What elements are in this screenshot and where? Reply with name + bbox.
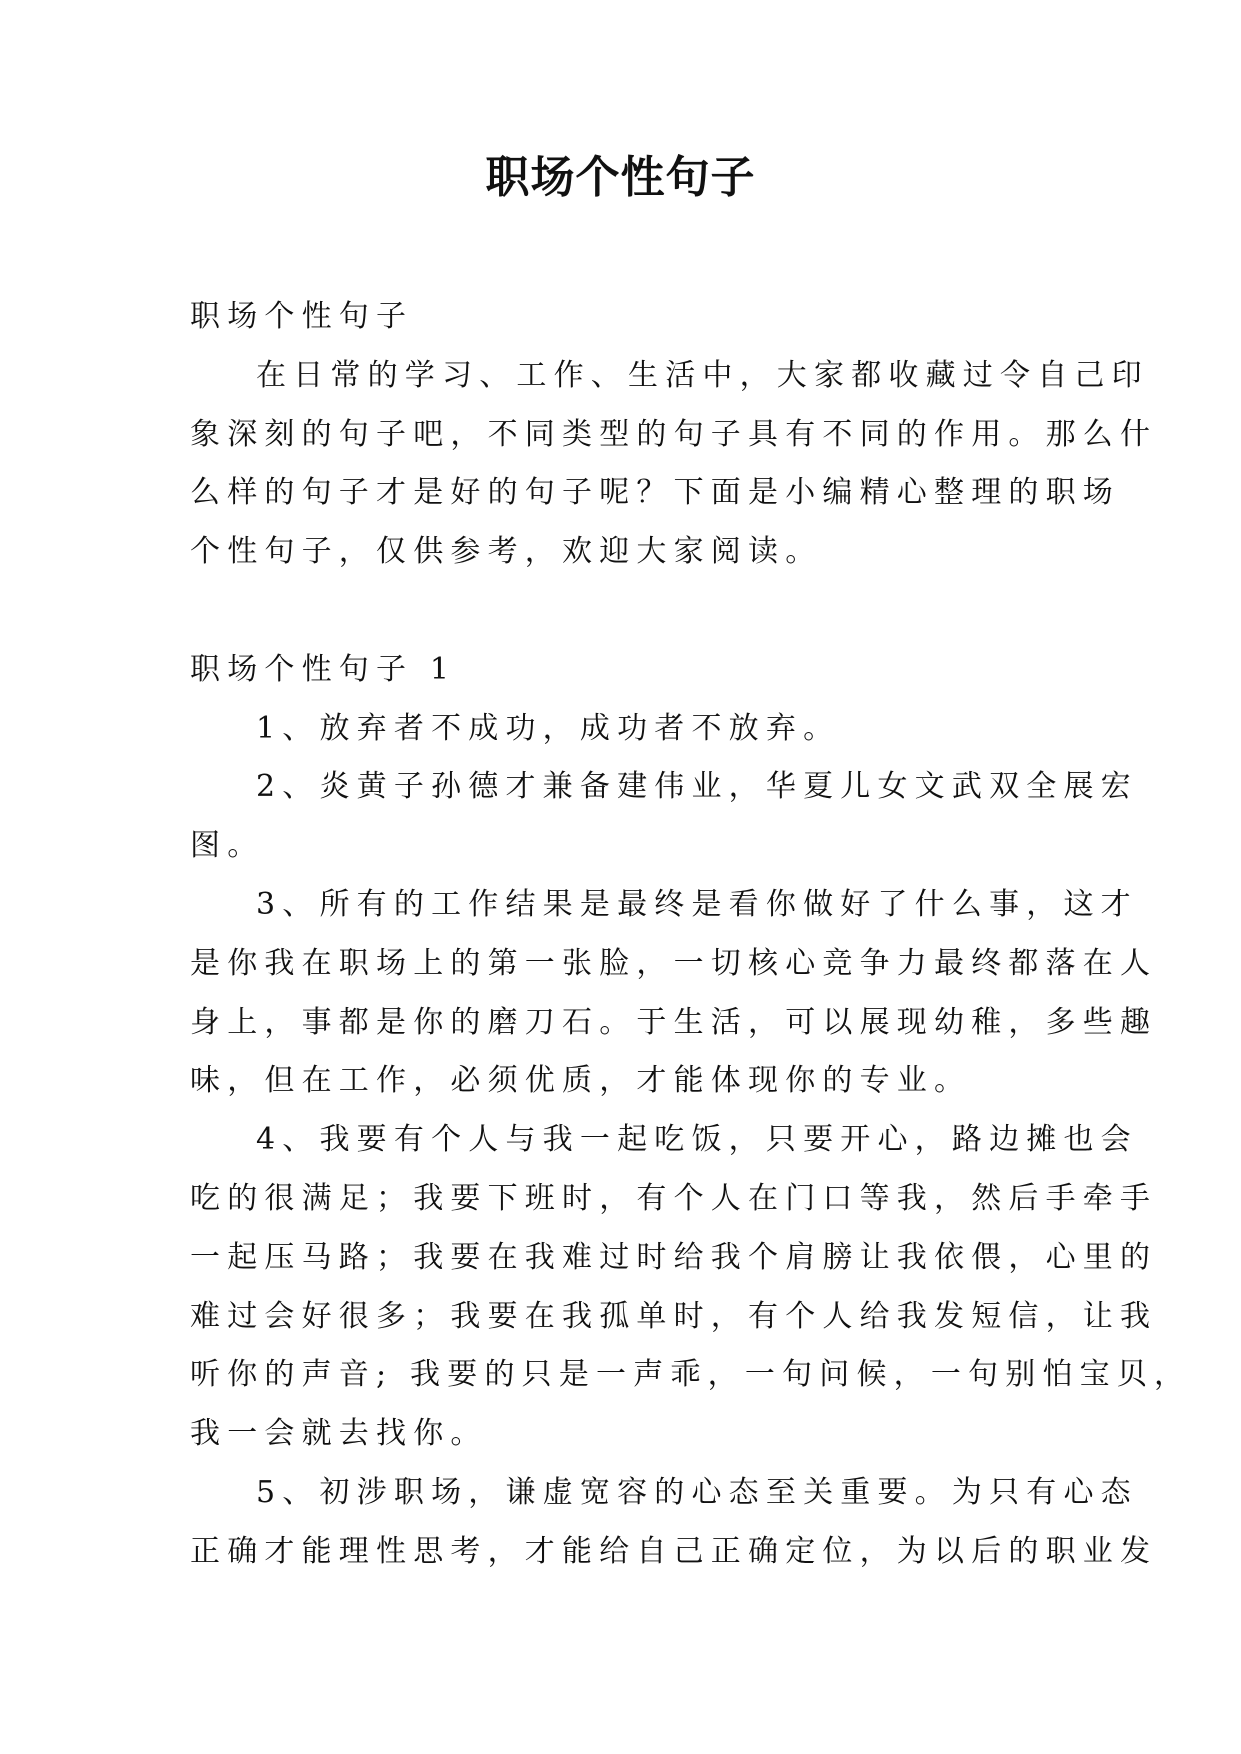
intro-line: 象深刻的句子吧，不同类型的句子具有不同的作用。那么什 (190, 416, 1158, 452)
list-item-line: 难过会好很多；我要在我孤单时，有个人给我发短信，让我 (190, 1298, 1158, 1334)
list-item-line: 图。 (190, 828, 265, 864)
list-item-line: 听你的声音; 我要的只是一声乖，一句问候，一句别怕宝贝， (190, 1357, 1192, 1393)
list-item-4 (190, 1111, 1192, 1464)
list-item-line: 身上，事都是你的磨刀石。于生活，可以展现幼稚，多些趣 (190, 1004, 1158, 1040)
list-item-5 (190, 1464, 1158, 1582)
list-item-line: 是你我在职场上的第一张脸，一切核心竞争力最终都落在人 (190, 945, 1158, 981)
list-item-line: 2、炎黄子孙德才兼备建伟业，华夏儿女文武双全展宏 (256, 769, 1138, 805)
section-heading: 职场个性句子 1 (190, 651, 457, 687)
list-item-line: 5、初涉职场，谦虚宽容的心态至关重要。为只有心态 (256, 1474, 1138, 1510)
list-item-line: 一起压马路；我要在我难过时给我个肩膀让我依偎，心里的 (190, 1239, 1158, 1275)
list-item-2 (190, 758, 1138, 876)
intro-line: 在日常的学习、工作、生活中，大家都收藏过令自己印 (256, 357, 1149, 393)
intro-paragraph (190, 347, 1158, 582)
list-item-line: 我一会就去找你。 (190, 1416, 488, 1452)
list-item-line: 1、放弃者不成功，成功者不放弃。 (256, 710, 841, 746)
list-item-line: 吃的很满足；我要下班时，有个人在门口等我，然后手牵手 (190, 1180, 1158, 1216)
document-body (190, 288, 1192, 1582)
document-title: 职场个性句子 (485, 152, 756, 203)
list-item-line: 味，但在工作，必须优质，才能体现你的专业。 (190, 1063, 972, 1099)
blank-line (190, 582, 1050, 641)
list-item-3 (190, 876, 1158, 1111)
list-item-line: 3、所有的工作结果是最终是看你做好了什么事，这才 (256, 886, 1138, 922)
list-item-line: 正确才能理性思考，才能给自己正确定位，为以后的职业发 (190, 1533, 1158, 1569)
list-item-1 (190, 700, 1050, 759)
subtitle: 职场个性句子 (190, 299, 414, 334)
list-item-line: 4、我要有个人与我一起吃饭，只要开心，路边摊也会 (256, 1122, 1138, 1158)
intro-line: 么样的句子才是好的句子呢？下面是小编精心整理的职场 (190, 475, 1120, 511)
intro-line: 个性句子，仅供参考，欢迎大家阅读。 (190, 534, 823, 570)
